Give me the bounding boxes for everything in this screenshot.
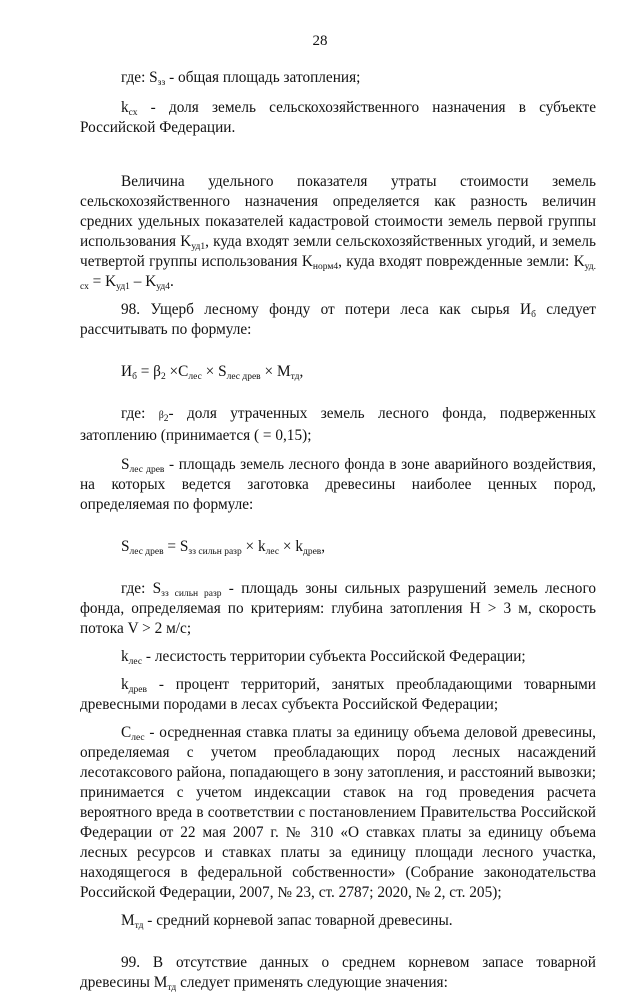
- subscript: тд: [134, 921, 144, 931]
- subscript: лес: [188, 372, 202, 382]
- paragraph-m-td-definition: [80, 911, 596, 931]
- text-run: И: [121, 363, 133, 380]
- subscript: уд1: [191, 242, 206, 252]
- subscript: 2: [163, 414, 169, 424]
- subscript: лес: [265, 547, 280, 557]
- text-run: - доля утраченных земель лесного фонда, подверженных затоплению (принимается ( = 0,15);: [80, 405, 596, 444]
- subscript: сх: [128, 108, 138, 118]
- text-run: где: S: [121, 69, 158, 86]
- text-run: - общая площадь затопления;: [165, 69, 361, 86]
- text-run: - процент территорий, занятых преобладающими товарными древесными породами в лесах субъекта Российской Федерации;: [80, 676, 596, 713]
- text-run: × k: [279, 538, 303, 555]
- text-run: ,: [321, 538, 326, 555]
- text-run: , куда входят земли сельскохозяйственных угодий, и земель четвертой группы использования K: [80, 233, 596, 270]
- text-run: следует рассчитывать по формуле:: [80, 301, 596, 338]
- text-run: = β: [136, 363, 161, 380]
- text-run: S: [121, 456, 130, 473]
- text-run: где: S: [121, 580, 162, 597]
- text-run: k: [121, 676, 129, 693]
- document-body: [80, 68, 596, 993]
- page-number: 28: [312, 33, 328, 49]
- text-run: С: [121, 724, 132, 741]
- text-run: k: [121, 99, 129, 116]
- text-run: где:: [121, 405, 159, 422]
- subscript: уд. сх: [80, 262, 597, 292]
- subscript: лес: [128, 657, 143, 667]
- formula-s-les-drev: [121, 537, 596, 557]
- subscript: зз: [157, 78, 166, 88]
- subscript: уд4: [156, 282, 171, 292]
- paragraph-c-les-definition: [80, 723, 596, 903]
- subscript: тд: [290, 372, 300, 382]
- subscript: норм4: [312, 262, 339, 272]
- formula-forest-damage: [121, 362, 596, 382]
- paragraph-k-les-definition: [80, 647, 596, 667]
- text-run: × M: [260, 363, 291, 380]
- text-run: = K: [88, 273, 117, 290]
- text-run: - лесистость территории субъекта Российской Федерации;: [142, 648, 526, 665]
- text-run: ,: [299, 363, 304, 380]
- paragraph-k-drev-definition: [80, 675, 596, 715]
- subscript: лес древ: [129, 547, 164, 557]
- subscript: уд1: [116, 282, 130, 292]
- paragraph-beta2-definition: [80, 404, 596, 446]
- paragraph-s-zz-definition: [80, 68, 596, 88]
- text-run: Величина удельного показателя утраты стоимости земель сельскохозяйственного назначения определяется как разность величин средних удельных показателей кадастровой стоимости земель первой группы использования K: [80, 173, 596, 250]
- text-run: - площадь зоны сильных разрушений земель лесного фонда, определяемая по критериям: глубина затопления H > 3 м, скорость потока V > 2 м/с;: [80, 580, 596, 637]
- subscript: древ: [128, 685, 147, 695]
- subscript: тд: [167, 983, 177, 993]
- subscript: лес древ: [226, 372, 261, 382]
- text-run: M: [121, 912, 135, 929]
- text-run: S: [121, 538, 130, 555]
- subscript: б: [531, 310, 536, 320]
- subscript: зз сильн разр: [188, 547, 242, 557]
- text-run: - доля земель сельскохозяйственного назначения в субъекте Российской Федерации.: [80, 99, 596, 136]
- text-run: - средний корневой запас товарной древесины.: [143, 912, 453, 929]
- text-run: следует применять следующие значения:: [176, 974, 448, 991]
- paragraph-s-zz-strong-definition: [80, 579, 596, 639]
- subscript: зз сильн разр: [161, 589, 222, 599]
- subscript: лес: [131, 733, 145, 743]
- text-run: = S: [163, 538, 189, 555]
- text-run: .: [170, 273, 174, 290]
- text-run: – K: [129, 273, 157, 290]
- text-run: k: [121, 648, 129, 665]
- paragraph-land-value-loss: [80, 172, 596, 292]
- text-run: × S: [201, 363, 227, 380]
- text-run: - осредненная ставка платы за единицу объема деловой древесины, определяемая с учетом преобладающих пород лесных насаждений лесотаксового района, попадающего в зону затопления, и расстояний вывозки; принимается с учетом индексации ставок на год проведения расчета вероятного вреда в соответствии с постановлением Правительства Российской Федерации от 22 мая 2007 г. № 310 «О ставках платы за единицу объема лесных ресурсов и ставках платы за единицу площади лесного участка, находящегося в федеральной собственности» (Собрание законодательства Российской Федерации, 2007, № 23, ст. 2787; 2020, № 2, ст. 205);: [80, 724, 596, 901]
- paragraph-k-sh-definition: [80, 98, 596, 138]
- greek-symbol: β: [158, 410, 164, 421]
- text-run: - площадь земель лесного фонда в зоне аварийного воздействия, на которых ведется заготовка древесины наиболее ценных пород, определяемая по формуле:: [80, 456, 597, 513]
- subscript: 2: [160, 372, 166, 382]
- text-run: 98. Ущерб лесному фонду от потери леса как сырья И: [121, 301, 532, 318]
- text-run: ×С: [165, 363, 189, 380]
- text-run: × k: [241, 538, 266, 555]
- subscript: б: [132, 372, 137, 382]
- paragraph-item-98: [80, 300, 596, 340]
- subscript: древ: [303, 547, 322, 557]
- paragraph-s-les-drev-definition: [80, 455, 596, 515]
- text-run: , куда входят поврежденные земли: K: [338, 253, 585, 270]
- subscript: лес древ: [129, 465, 165, 475]
- text-run: 99. В отсутствие данных о среднем корневом запасе товарной древесины M: [80, 954, 596, 991]
- paragraph-item-99: [80, 953, 596, 993]
